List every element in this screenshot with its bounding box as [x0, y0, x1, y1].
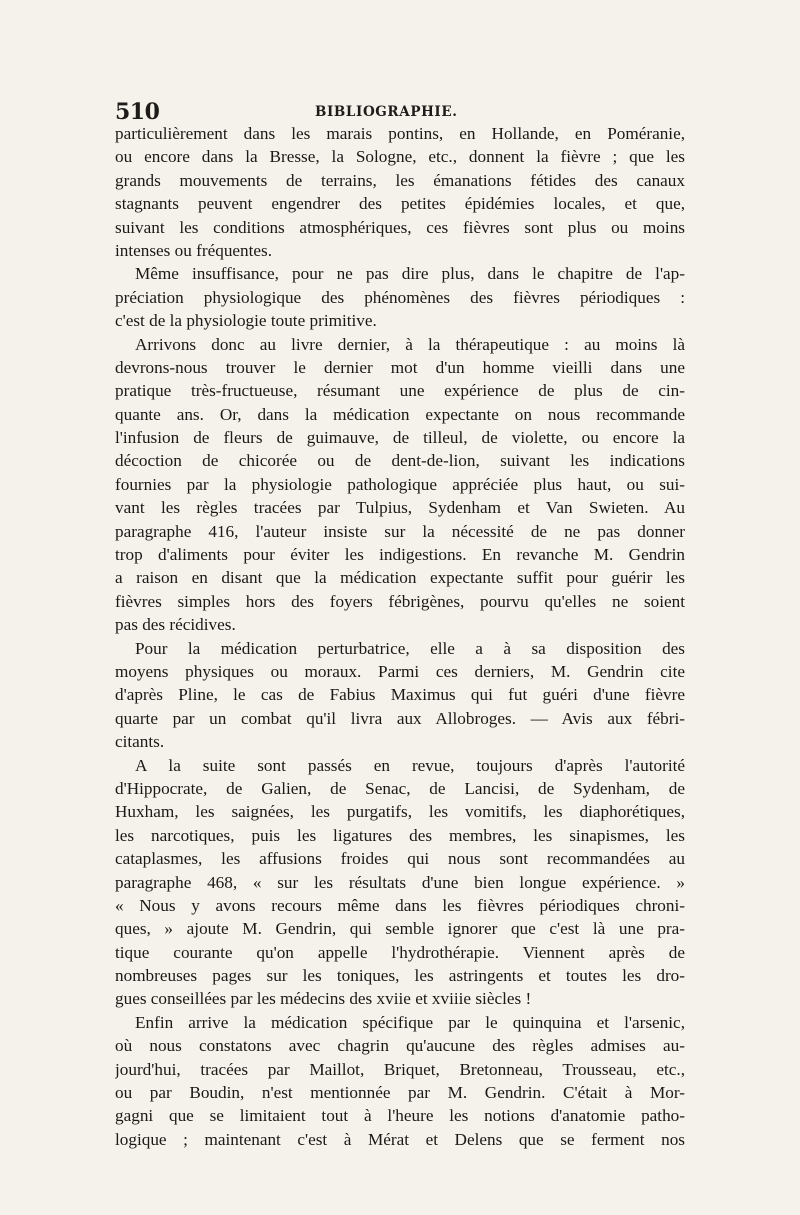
text-line: gues conseillées par les médecins des xviie et xviiie siècles ! — [115, 989, 532, 1009]
text-line: intenses ou fréquentes. — [115, 240, 273, 260]
text-line: A la suite sont passés en revue, toujours d'après l'autorité — [135, 755, 685, 775]
text-line: ou par Boudin, n'est mentionnée par M. Gendrin. C'était à Mor- — [115, 1083, 685, 1103]
text-line: quante ans. Or, dans la médication expectante on nous recommande — [115, 404, 685, 424]
text-line: « Nous y avons recours même dans les fièvres périodiques chroni- — [115, 895, 685, 915]
text-line: stagnants peuvent engendrer des petites épidémies locales, et que, — [115, 194, 685, 214]
text-line: c'est de la physiologie toute primitive. — [115, 311, 377, 331]
text-line: devrons-nous trouver le dernier mot d'un homme vieilli dans une — [115, 357, 685, 377]
text-line: cataplasmes, les affusions froides qui nous sont recommandées au — [115, 849, 685, 869]
text-line: moyens physiques ou moraux. Parmi ces derniers, M. Gendrin cite — [115, 661, 685, 681]
body-text — [115, 122, 685, 1151]
page-number: 510 — [115, 99, 160, 125]
text-line: Même insuffisance, pour ne pas dire plus, dans le chapitre de l'ap- — [135, 264, 685, 284]
text-line: ou encore dans la Bresse, la Sologne, etc., donnent la fièvre ; que les — [115, 147, 685, 167]
text-line: décoction de chicorée ou de dent-de-lion, suivant les indications — [115, 451, 685, 471]
text-line: les narcotiques, puis les ligatures des membres, les sinapismes, les — [115, 825, 685, 845]
text-line: a raison en disant que la médication expectante suffit pour guérir les — [115, 568, 685, 588]
text-line: logique ; maintenant c'est à Mérat et Delens que se ferment nos — [115, 1129, 685, 1149]
text-line: Enfin arrive la médication spécifique par le quinquina et l'arsenic, — [135, 1012, 685, 1032]
text-line: nombreuses pages sur les toniques, les astringents et toutes les dro- — [115, 966, 685, 986]
text-line: pas des récidives. — [115, 615, 236, 635]
text-line: préciation physiologique des phénomènes des fièvres périodiques : — [115, 287, 685, 307]
text-line: Arrivons donc au livre dernier, à la thérapeutique : au moins là — [135, 334, 685, 354]
text-line: où nous constatons avec chagrin qu'aucune des règles admises au- — [115, 1036, 685, 1056]
text-line: suivant les conditions atmosphériques, ces fièvres sont plus ou moins — [115, 217, 685, 237]
text-line: paragraphe 468, « sur les résultats d'une bien longue expérience. » — [115, 872, 685, 892]
text-line: grands mouvements de terrains, les émanations fétides des canaux — [115, 170, 685, 190]
text-line: citants. — [115, 732, 165, 752]
text-line: vant les règles tracées par Tulpius, Sydenham et Van Swieten. Au — [115, 498, 685, 518]
text-line: gagni que se limitaient tout à l'heure les notions d'anatomie patho- — [115, 1106, 685, 1126]
text-line: tique courante qu'on appelle l'hydrothérapie. Viennent après de — [115, 942, 685, 962]
text-line: ques, » ajoute M. Gendrin, qui semble ignorer que c'est là une pra- — [115, 919, 685, 939]
text-line: Pour la médication perturbatrice, elle a à sa disposition des — [135, 638, 685, 658]
text-line: quarte par un combat qu'il livra aux Allobroges. — Avis aux fébri- — [115, 708, 685, 728]
text-line: jourd'hui, tracées par Maillot, Briquet, Bretonneau, Trousseau, etc., — [115, 1059, 685, 1079]
text-line: pratique très-fructueuse, résumant une expérience de plus de cin- — [115, 381, 685, 401]
text-line: fournies par la physiologie pathologique appréciée plus haut, ou sui- — [115, 474, 685, 494]
running-head: BIBLIOGRAPHIE. — [315, 104, 458, 120]
text-line: Huxham, les saignées, les purgatifs, les vomitifs, les diaphorétiques, — [115, 802, 685, 822]
text-line: particulièrement dans les marais pontins, en Hollande, en Poméranie, — [115, 124, 685, 143]
text-line: l'infusion de fleurs de guimauve, de tilleul, de violette, ou encore la — [115, 428, 685, 448]
text-line: d'après Pline, le cas de Fabius Maximus qui fut guéri d'une fièvre — [115, 685, 685, 705]
text-line: fièvres simples hors des foyers fébrigènes, pourvu qu'elles ne soient — [115, 591, 685, 611]
text-line: paragraphe 416, l'auteur insiste sur la nécessité de ne pas donner — [115, 521, 685, 541]
text-line: trop d'aliments pour éviter les indigestions. En revanche M. Gendrin — [115, 545, 685, 565]
text-line: d'Hippocrate, de Galien, de Senac, de Lancisi, de Sydenham, de — [115, 778, 685, 798]
